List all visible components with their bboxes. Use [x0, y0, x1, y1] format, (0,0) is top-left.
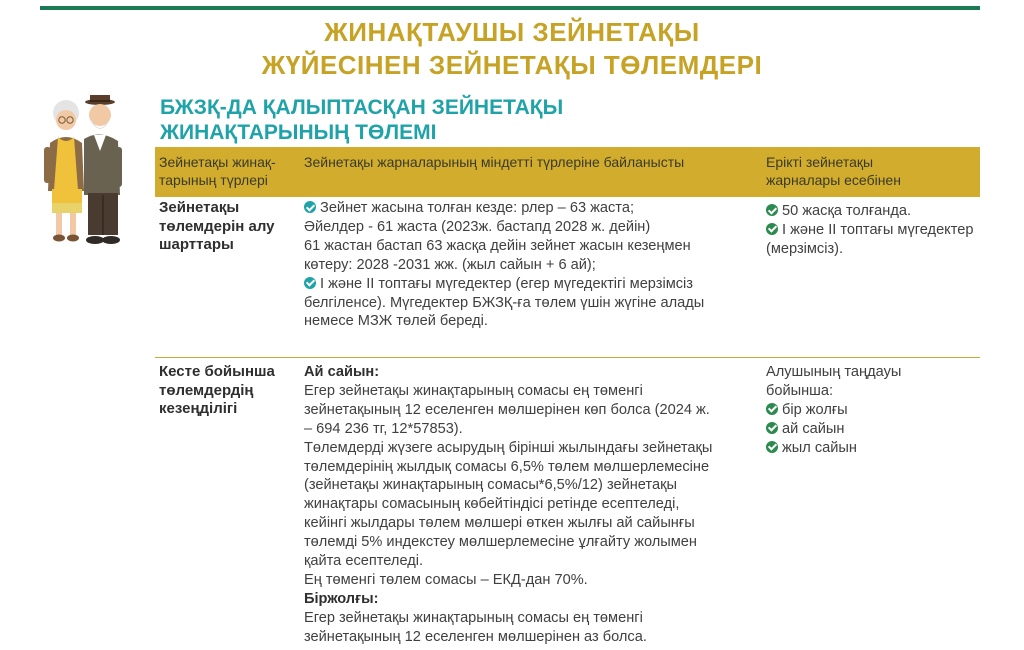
check-icon: [766, 441, 778, 453]
cell-frequency-voluntary: Алушының таңдауы бойынша: бір жолғы ай сайын жыл сайын: [766, 364, 902, 456]
check-icon: [766, 204, 778, 216]
section-subtitle-line-1: БЖЗҚ-ДА ҚАЛЫПТАСҚАН ЗЕЙНЕТАҚЫ: [160, 96, 564, 119]
check-icon: [766, 223, 778, 235]
check-icon: [304, 277, 316, 289]
page-title-line-2: ЖҮЙЕСІНЕН ЗЕЙНЕТАҚЫ ТӨЛЕМДЕРІ: [261, 50, 763, 80]
elderly-couple-illustration: [38, 95, 138, 250]
top-rule: [40, 6, 980, 10]
check-icon: [766, 422, 778, 434]
row-divider: [155, 357, 980, 358]
check-icon: [766, 403, 778, 415]
page-title-line-1: ЖИНАҚТАУШЫ ЗЕЙНЕТАҚЫ: [324, 17, 700, 47]
header-mandatory-contributions: Зейнетақы жарналарының міндетті түрлеріне байланысты: [304, 154, 685, 170]
old-man-figure: [84, 95, 122, 244]
header-voluntary-contributions: Ерікті зейнетақы жарналары есебінен: [766, 154, 901, 188]
cell-frequency-mandatory: Ай сайын: Егер зейнетақы жинақтарының сомасы ең төменгі зейнетақының 12 еселенген мөлшерінен көп болса (2024 ж. – 694 236 тг, 12*57853). Төлемдерді жүзеге асырудың бірінші жылындағы зейнетақы төлемдерінің жылдық сомасы 6,5% төлем мөлшерлемесіне (зейнетақы жинақтарының сомасы*6,5%/12) зейнетақы жинақтары сомасының көбейтіндісі ретінде есептеледі, кейінгі жылдары төлем мөлшері өткен жылғы ай сайынғы төлемді 5% индекстеу мөлшерлемесіне ұлғайту жолымен қайта есептеледі. Ең төменгі төлем сомасы – ЕКД-дан 70%. Біржолғы: Егер зейнетақы жинақтарының сомасы ең төменгі зейнетақының 12 еселенген мөлшерінен аз болса.: [304, 364, 713, 645]
row-label-payment-conditions: Зейнетақы төлемдерін алу шарттары: [159, 199, 275, 253]
row-label-payment-frequency: Кесте бойынша төлемдердің кезеңділігі: [159, 363, 275, 417]
check-icon: [304, 201, 316, 213]
header-savings-types: Зейнетақы жинақ- тарының түрлері: [159, 154, 276, 188]
section-subtitle-line-2: ЖИНАҚТАРЫНЫҢ ТӨЛЕМІ: [160, 121, 437, 144]
old-woman-figure: [44, 100, 84, 242]
cell-conditions-voluntary: 50 жасқа толғанда. I және II топтағы мүгедектер (мерзімсіз).: [766, 203, 974, 257]
cell-conditions-mandatory: Зейнет жасына толған кезде: рлер – 63 жаста; Әйелдер - 61 жаста (2023ж. бастапд 2028 ж. дейін) 61 жастан бастап 63 жасқа дейін зейнет жасын кезеңмен көтеру: 2028 -2031 жж. (жыл сайын + 6 ай); I және II топтағы мүгедектер (егер мүгедектігі мерзімсіз белгіленсе). Мүгедектер БЖЗҚ-ға төлем үшін жүгіне алады немесе МЗЖ төлей береді.: [304, 200, 705, 330]
